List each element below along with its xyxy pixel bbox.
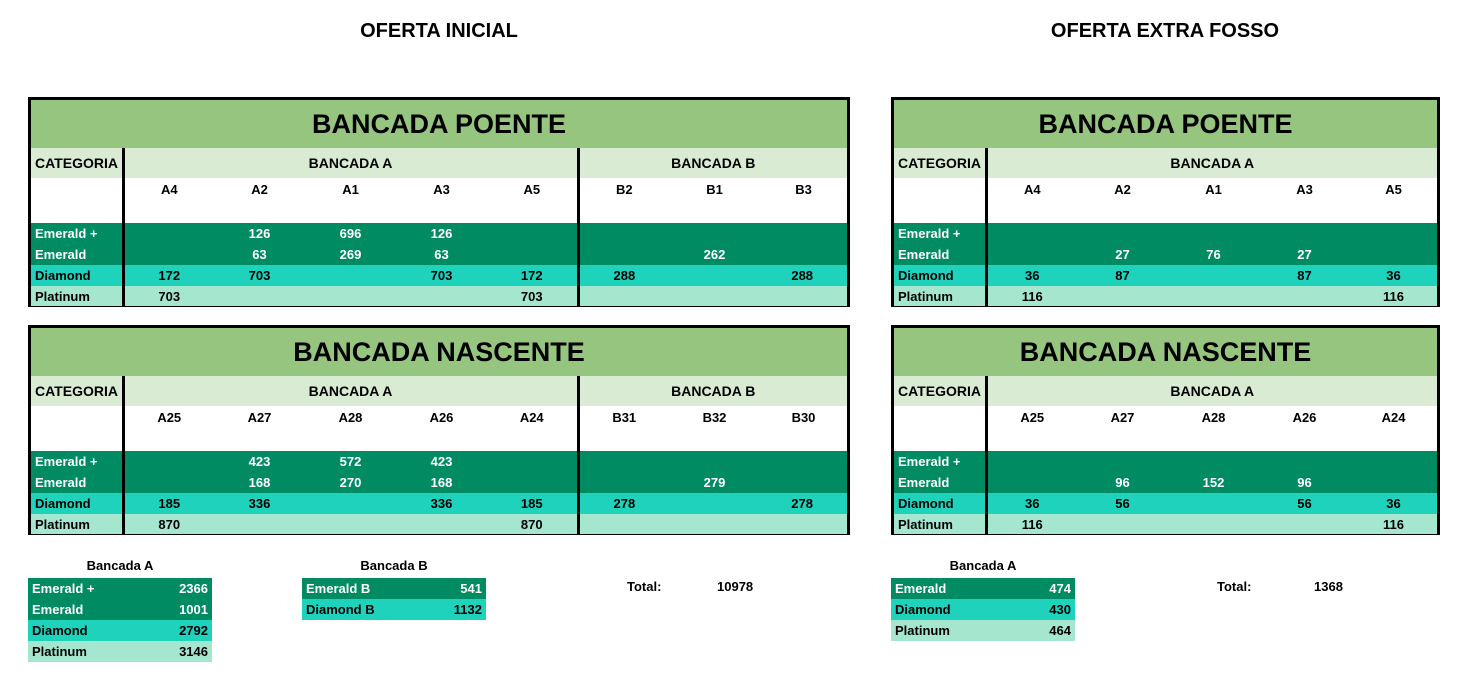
sector-header: A1	[1205, 182, 1222, 197]
sector-header: A5	[1385, 182, 1402, 197]
sector-header: A26	[1292, 410, 1317, 425]
row-label: Emerald +	[31, 451, 123, 472]
table-row	[894, 451, 1437, 472]
sector-header: B31	[612, 410, 637, 425]
table-cell	[214, 514, 305, 534]
table-cell	[760, 514, 847, 534]
table-cell	[669, 514, 760, 534]
table-cell	[396, 514, 487, 534]
bancada-b-header: BANCADA B	[578, 148, 847, 178]
table-cell	[1168, 223, 1259, 244]
block-title: BANCADA POENTE	[31, 100, 847, 148]
table-cell	[1168, 286, 1259, 306]
table-cell: 288	[760, 265, 847, 286]
table-cell	[487, 223, 578, 244]
bancada-b-header: BANCADA B	[578, 376, 847, 406]
table-cell	[760, 223, 847, 244]
table-cell: 278	[578, 493, 669, 514]
table-row	[31, 493, 847, 514]
summary-value: 1001	[138, 599, 212, 620]
table-cell	[578, 514, 669, 534]
table-cell: 288	[578, 265, 669, 286]
table-cell: 703	[487, 286, 578, 306]
bancada-a-header: BANCADA A	[986, 148, 1437, 178]
table-cell	[669, 451, 760, 472]
table-cell: 36	[986, 493, 1077, 514]
table-cell	[305, 514, 396, 534]
table-row	[31, 265, 847, 286]
sector-header: A28	[1201, 410, 1226, 425]
table-cell	[1350, 244, 1437, 265]
table-cell: 423	[214, 451, 305, 472]
row-label: Diamond	[894, 265, 986, 286]
summary-label: Emerald +	[28, 578, 138, 599]
summary-title: Bancada A	[86, 558, 154, 573]
row-label: Emerald	[31, 472, 123, 493]
sector-header: B30	[791, 410, 816, 425]
table-row	[31, 451, 847, 472]
sector-header: A27	[247, 410, 272, 425]
sector-header: A4	[1023, 182, 1041, 197]
table-inicial-nascente	[28, 325, 850, 535]
table-cell	[986, 451, 1077, 472]
summary-label: Diamond	[28, 620, 138, 641]
summary-row	[891, 578, 1075, 599]
table-cell: 336	[214, 493, 305, 514]
categoria-header: CATEGORIA	[31, 148, 123, 178]
block-title: BANCADA NASCENTE	[31, 328, 847, 376]
table-cell	[396, 286, 487, 306]
table-cell	[1259, 514, 1350, 534]
sector-header: A5	[487, 178, 578, 223]
table-cell	[123, 472, 214, 493]
summary-value: 2366	[138, 578, 212, 599]
row-label: Diamond	[894, 493, 986, 514]
table-cell	[1168, 514, 1259, 534]
table-cell: 172	[487, 265, 578, 286]
table-cell	[669, 286, 760, 306]
summary-extra-bancada-a	[891, 558, 1075, 641]
table-row	[894, 514, 1437, 534]
table-cell: 36	[986, 265, 1077, 286]
summary-row	[28, 578, 212, 599]
table-cell: 76	[1168, 244, 1259, 265]
sector-header: A3	[1296, 182, 1313, 197]
table-cell	[986, 472, 1077, 493]
table-cell	[578, 286, 669, 306]
table-cell: 87	[1259, 265, 1350, 286]
categoria-header: CATEGORIA	[894, 148, 986, 178]
summary-value: 430	[1001, 599, 1075, 620]
table-cell: 423	[396, 451, 487, 472]
row-label: Diamond	[31, 265, 123, 286]
table-cell: 870	[123, 514, 214, 534]
table-cell	[123, 223, 214, 244]
summary-row	[28, 620, 212, 641]
table-cell	[760, 286, 847, 306]
table-cell: 63	[396, 244, 487, 265]
table-cell: 152	[1168, 472, 1259, 493]
table-cell: 27	[1259, 244, 1350, 265]
table-cell	[1350, 223, 1437, 244]
table-cell	[1350, 472, 1437, 493]
row-label: Emerald +	[894, 223, 986, 244]
table-cell	[123, 244, 214, 265]
empty-cell	[31, 178, 123, 223]
table-row	[31, 223, 847, 244]
sector-header: A28	[338, 410, 363, 425]
summary-value: 1132	[412, 599, 486, 620]
table-cell: 116	[986, 286, 1077, 306]
table-cell	[487, 244, 578, 265]
summary-value: 3146	[138, 641, 212, 662]
table-cell	[1168, 493, 1259, 514]
total-label-inicial: Total:	[627, 579, 662, 594]
row-label: Emerald	[894, 244, 986, 265]
summary-inicial-bancada-b	[302, 558, 486, 620]
summary-row	[302, 599, 486, 620]
table-cell: 116	[986, 514, 1077, 534]
summary-inicial-bancada-a	[28, 558, 212, 662]
row-label: Diamond	[31, 493, 123, 514]
categoria-header: CATEGORIA	[31, 376, 123, 406]
total-value-inicial: 10978	[717, 579, 754, 594]
table-cell: 36	[1350, 265, 1437, 286]
sector-header: A4	[160, 182, 178, 197]
heading-oferta-extra-fosso: OFERTA EXTRA FOSSO	[1050, 20, 1280, 42]
table-cell	[487, 472, 578, 493]
table-cell: 262	[669, 244, 760, 265]
heading-oferta-inicial: OFERTA INICIAL	[360, 20, 518, 42]
table-cell: 703	[123, 286, 214, 306]
table-cell: 168	[214, 472, 305, 493]
bancada-a-header: BANCADA A	[123, 376, 578, 406]
table-cell: 270	[305, 472, 396, 493]
table-row	[31, 244, 847, 265]
summary-row	[302, 578, 486, 599]
table-row	[894, 472, 1437, 493]
table-cell	[760, 244, 847, 265]
sector-header: B32	[702, 410, 727, 425]
empty-cell	[31, 406, 123, 451]
table-cell: 56	[1077, 493, 1168, 514]
row-label: Emerald +	[894, 451, 986, 472]
row-label: Emerald	[31, 244, 123, 265]
sector-header: A25	[157, 410, 182, 425]
sector-header: A2	[1114, 182, 1131, 197]
table-cell	[1168, 265, 1259, 286]
table-cell	[578, 244, 669, 265]
table-cell	[123, 451, 214, 472]
row-label: Emerald +	[31, 223, 123, 244]
table-cell: 116	[1350, 514, 1437, 534]
table-cell: 126	[214, 223, 305, 244]
table-cell	[669, 265, 760, 286]
table-cell: 56	[1259, 493, 1350, 514]
summary-row	[891, 599, 1075, 620]
summary-value: 474	[1001, 578, 1075, 599]
table-cell	[305, 265, 396, 286]
table-row	[894, 265, 1437, 286]
table-row	[894, 493, 1437, 514]
table-cell: 96	[1259, 472, 1350, 493]
table-extra-poente	[891, 97, 1440, 307]
total-label-extra: Total:	[1217, 579, 1252, 594]
sector-header: A2	[251, 182, 268, 197]
table-cell	[986, 223, 1077, 244]
bancada-a-header: BANCADA A	[986, 376, 1437, 406]
table-cell	[1077, 514, 1168, 534]
table-cell	[1168, 451, 1259, 472]
table-cell	[1259, 451, 1350, 472]
row-label: Platinum	[31, 514, 123, 534]
table-cell: 696	[305, 223, 396, 244]
table-cell	[578, 472, 669, 493]
summary-value: 464	[1001, 620, 1075, 641]
table-cell: 703	[396, 265, 487, 286]
row-label: Platinum	[894, 286, 986, 306]
empty-cell	[894, 178, 986, 223]
total-value-extra: 1368	[1314, 579, 1343, 594]
table-row	[894, 286, 1437, 306]
summary-row	[891, 620, 1075, 641]
table-cell: 870	[487, 514, 578, 534]
sector-header: B2	[615, 182, 633, 197]
sector-header: A24	[1381, 410, 1406, 425]
sector-header: B1	[706, 182, 723, 197]
table-cell: 87	[1077, 265, 1168, 286]
table-row	[894, 223, 1437, 244]
summary-value: 541	[412, 578, 486, 599]
table-cell	[760, 472, 847, 493]
table-row	[31, 514, 847, 534]
table-cell: 572	[305, 451, 396, 472]
table-cell	[305, 493, 396, 514]
summary-label: Platinum	[28, 641, 138, 662]
row-label: Platinum	[31, 286, 123, 306]
table-cell: 278	[760, 493, 847, 514]
table-cell	[669, 493, 760, 514]
table-cell: 185	[487, 493, 578, 514]
block-title: BANCADA POENTE	[894, 100, 1437, 148]
table-cell	[487, 451, 578, 472]
table-cell	[1077, 223, 1168, 244]
summary-label: Platinum	[891, 620, 1001, 641]
table-cell: 63	[214, 244, 305, 265]
table-row	[31, 286, 847, 306]
table-extra-nascente	[891, 325, 1440, 535]
summary-label: Emerald	[891, 578, 1001, 599]
table-cell	[578, 223, 669, 244]
summary-title: Bancada B	[360, 558, 428, 573]
table-cell: 269	[305, 244, 396, 265]
sector-header: A26	[429, 410, 454, 425]
table-cell: 703	[214, 265, 305, 286]
row-label: Platinum	[894, 514, 986, 534]
table-inicial-poente	[28, 97, 850, 307]
summary-value: 2792	[138, 620, 212, 641]
table-cell	[1077, 286, 1168, 306]
table-cell	[1350, 451, 1437, 472]
table-cell: 116	[1350, 286, 1437, 306]
summary-row	[28, 641, 212, 662]
sector-header: B3	[795, 182, 812, 197]
sector-header: A3	[433, 182, 450, 197]
table-cell: 27	[1077, 244, 1168, 265]
table-cell: 96	[1077, 472, 1168, 493]
table-cell	[986, 244, 1077, 265]
row-label: Emerald	[894, 472, 986, 493]
table-row	[31, 472, 847, 493]
table-cell	[305, 286, 396, 306]
table-cell	[760, 451, 847, 472]
summary-label: Emerald	[28, 599, 138, 620]
table-cell: 279	[669, 472, 760, 493]
table-cell: 172	[123, 265, 214, 286]
empty-cell	[894, 406, 986, 451]
table-cell: 126	[396, 223, 487, 244]
table-cell	[578, 451, 669, 472]
sector-header: A25	[1020, 410, 1045, 425]
table-cell: 336	[396, 493, 487, 514]
summary-label: Diamond B	[302, 599, 412, 620]
table-cell: 168	[396, 472, 487, 493]
table-cell	[1077, 451, 1168, 472]
sector-header: A1	[342, 182, 359, 197]
categoria-header: CATEGORIA	[894, 376, 986, 406]
summary-row	[28, 599, 212, 620]
table-cell: 185	[123, 493, 214, 514]
table-cell	[669, 223, 760, 244]
table-cell: 36	[1350, 493, 1437, 514]
summary-label: Emerald B	[302, 578, 412, 599]
table-cell	[214, 286, 305, 306]
block-title: BANCADA NASCENTE	[894, 328, 1437, 376]
summary-label: Diamond	[891, 599, 1001, 620]
table-cell	[1259, 286, 1350, 306]
summary-title: Bancada A	[949, 558, 1017, 573]
bancada-a-header: BANCADA A	[123, 148, 578, 178]
table-cell	[1259, 223, 1350, 244]
table-row	[894, 244, 1437, 265]
sector-header: A27	[1110, 410, 1135, 425]
sector-header: A24	[487, 406, 578, 451]
